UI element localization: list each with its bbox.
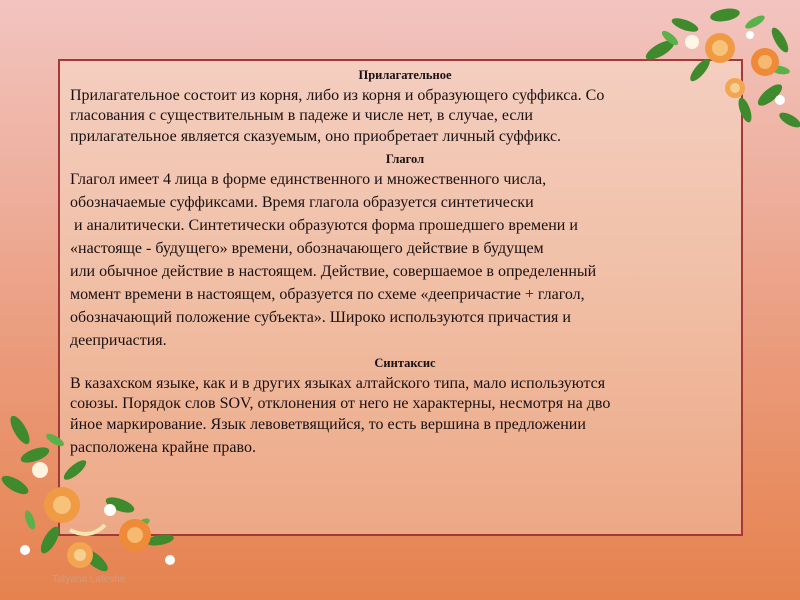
para-verb-line5: или обычное действие в настоящем. Действие, совершаемое в определенный [70, 263, 597, 280]
para-adjective-line1: Прилагательное состоит из корня, либо из корня и образующего суффикса. Со [70, 87, 605, 104]
para-adjective-line3: прилагательное является сказуемым, оно приобретает личный суффикс. [70, 128, 562, 145]
para-verb-line8: деепричастия. [70, 332, 167, 349]
para-verb-line2: обозначаемые суффиксами. Время глагола образуется синтетически [70, 194, 534, 211]
para-verb-line7: обозначающий положение субъекта». Широко используются причастия и [70, 309, 571, 326]
para-adjective-line2: гласования с существительным в падеже и числе нет, в случае, если [70, 107, 533, 124]
heading-verb: Глагол [385, 152, 425, 166]
para-syntax-line1: В казахском языке, как и в других языках алтайского типа, мало используются [70, 375, 606, 392]
para-verb-line3: и аналитически. Синтетически образуются форма прошедшего времени и [70, 217, 578, 234]
para-verb-line6: момент времени в настоящем, образуется по схеме «деепричастие + глагол, [70, 286, 585, 303]
para-verb-line1: Глагол имеет 4 лица в форме единственного и множественного числа, [70, 171, 547, 188]
heading-syntax: Синтаксис [374, 356, 436, 370]
flower-bouquet-top-right-icon [630, 0, 800, 150]
watermark: Tatyana Lateshe [52, 574, 126, 585]
para-verb-line4: «настояще - будущего» времени, обозначающего действие в будущем [70, 240, 544, 257]
para-syntax-line3: йное маркирование. Язык левоветвящийся, то есть вершина в предложении [70, 416, 586, 433]
heading-adjective: Прилагательное [358, 68, 452, 82]
para-syntax-line2: союзы. Порядок слов SOV, отклонения от него не характерны, несмотря на дво [70, 395, 611, 412]
flower-bouquet-bottom-left-icon [0, 410, 200, 600]
para-syntax-line4: расположена крайне право. [70, 439, 256, 456]
